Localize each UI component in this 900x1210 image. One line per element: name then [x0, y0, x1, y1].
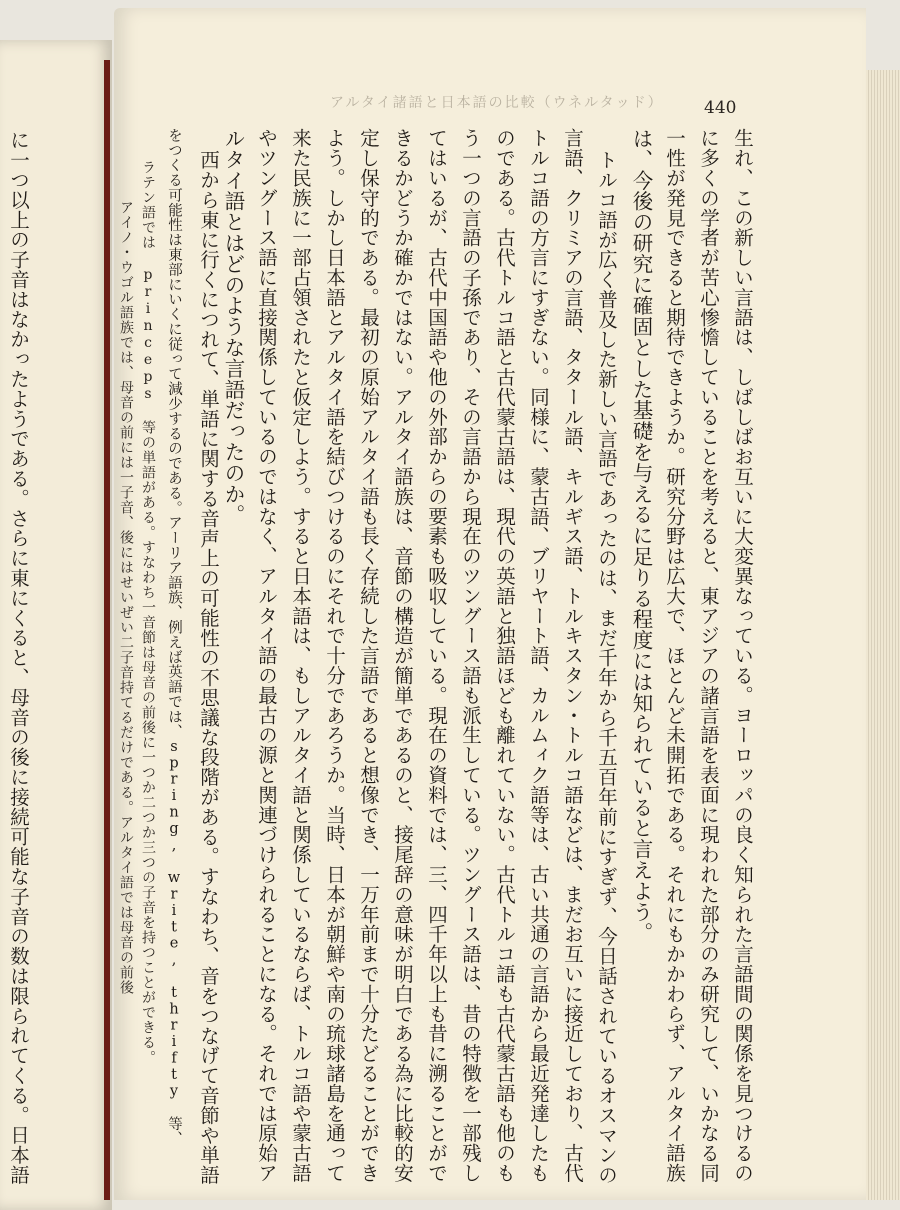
text-column: よう。しかし日本語とアルタイ語を結びつけるのにそれで十分であろうか。当時、日本が朝鮮や南の琉球諸島を通って	[323, 128, 346, 1183]
page-number: 440	[704, 98, 737, 118]
text-column: 言語、クリミアの言語、タタール語、キルギス語、トルキスタン・トルコ語などは、まだお互いに接近しており、古代	[561, 128, 584, 1183]
text-column: をつくる可能性は東部にいくに従って減少するのである。アーリア語族、例えば英語では、spring, write, thrifty 等、	[166, 128, 182, 1146]
text-column: トルコ語が広く普及した新しい言語であったのは、まだ千年から千五百年前にすぎず、今日話されているオスマンの	[595, 150, 618, 1185]
text-column: 定し保守的である。最初の原始アルタイ語も長く存続した言語であると想像でき、一万年前まで十分たどることができ	[357, 128, 380, 1183]
text-column: ルタイ語とはどのような言語だったのか。	[221, 128, 245, 526]
text-column: に多くの学者が苦心惨憺していることを考えると、東アジアの諸言語を表面に現われた部分のみ研究して、いかなる同	[697, 128, 720, 1183]
text-column: う一つの言語の子孫であり、その言語から現在のツングース語も派生している。ツングース語は、昔の特徴を一部残し	[459, 128, 482, 1183]
text-column: きるかどうか確かではない。アルタイ語族は、音節の構造が簡単であるのと、接尾辞の意味が明白である為に比較的安	[391, 128, 414, 1183]
text-column: のである。古代トルコ語と古代蒙古語は、現代の英語と独語ほども離れていない。古代トルコ語も古代蒙古語も他のも	[493, 128, 516, 1183]
note-column: アイノ・ウゴル語族では、母音の前には一子音、後にはせいぜい二子音持てるだけである。アルタイ語では母音の前後	[118, 200, 134, 995]
text-column: トルコ語の方言にすぎない。同様に、蒙古語、ブリヤート語、カルムィク語等は、古い共通の言語から最近発達したも	[527, 128, 550, 1183]
text-column: 西から東に行くにつれて、単語に関する音声上の可能性の不思議な段階がある。すなわち、音をつなげて音節や単語	[197, 150, 220, 1185]
text-column: てはいるが、古代中国語や他の外部からの要素も吸収している。現在の資料では、三、四千年以上も昔に溯ることがで	[425, 128, 448, 1183]
text-column: は、今後の研究に確固とした基礎を与えるに足りる程度には知られていると言えよう。	[629, 128, 653, 944]
text-column: 一性が発見できると期待できようか。研究分野は広大で、ほとんど未開拓である。それにもかかわらず、アルタイ語族	[663, 128, 686, 1183]
book-spine	[104, 60, 110, 1200]
text-column: 来た民族に一部占領されたと仮定しよう。すると日本語は、もしアルタイ語と関係しているならば、トルコ語や蒙古語	[289, 128, 312, 1183]
text-column: やツングース語に直接関係しているのではなく、アルタイ語の最古の源と関連づけられることになる。それでは原始ア	[255, 128, 278, 1183]
page-edges	[866, 70, 900, 1200]
note-column: ラテン語では princeps 等の単語がある。すなわち一音節は母音の前後に一つか二つか三つの子音を持つことができる。	[140, 160, 156, 1065]
text-column: 生れ、この新しい言語は、しばしばお互いに大変異なっている。ヨーロッパの良く知られた言語間の関係を見つけるの	[731, 128, 754, 1183]
left-page-column: に一つ以上の子音はなかったようである。さらに東にくると、母音の後に接続可能な子音の数は限られてくる。日本語	[7, 130, 30, 1185]
running-header: アルタイ諸語と日本語の比較（ウネルタッド）	[330, 95, 664, 111]
